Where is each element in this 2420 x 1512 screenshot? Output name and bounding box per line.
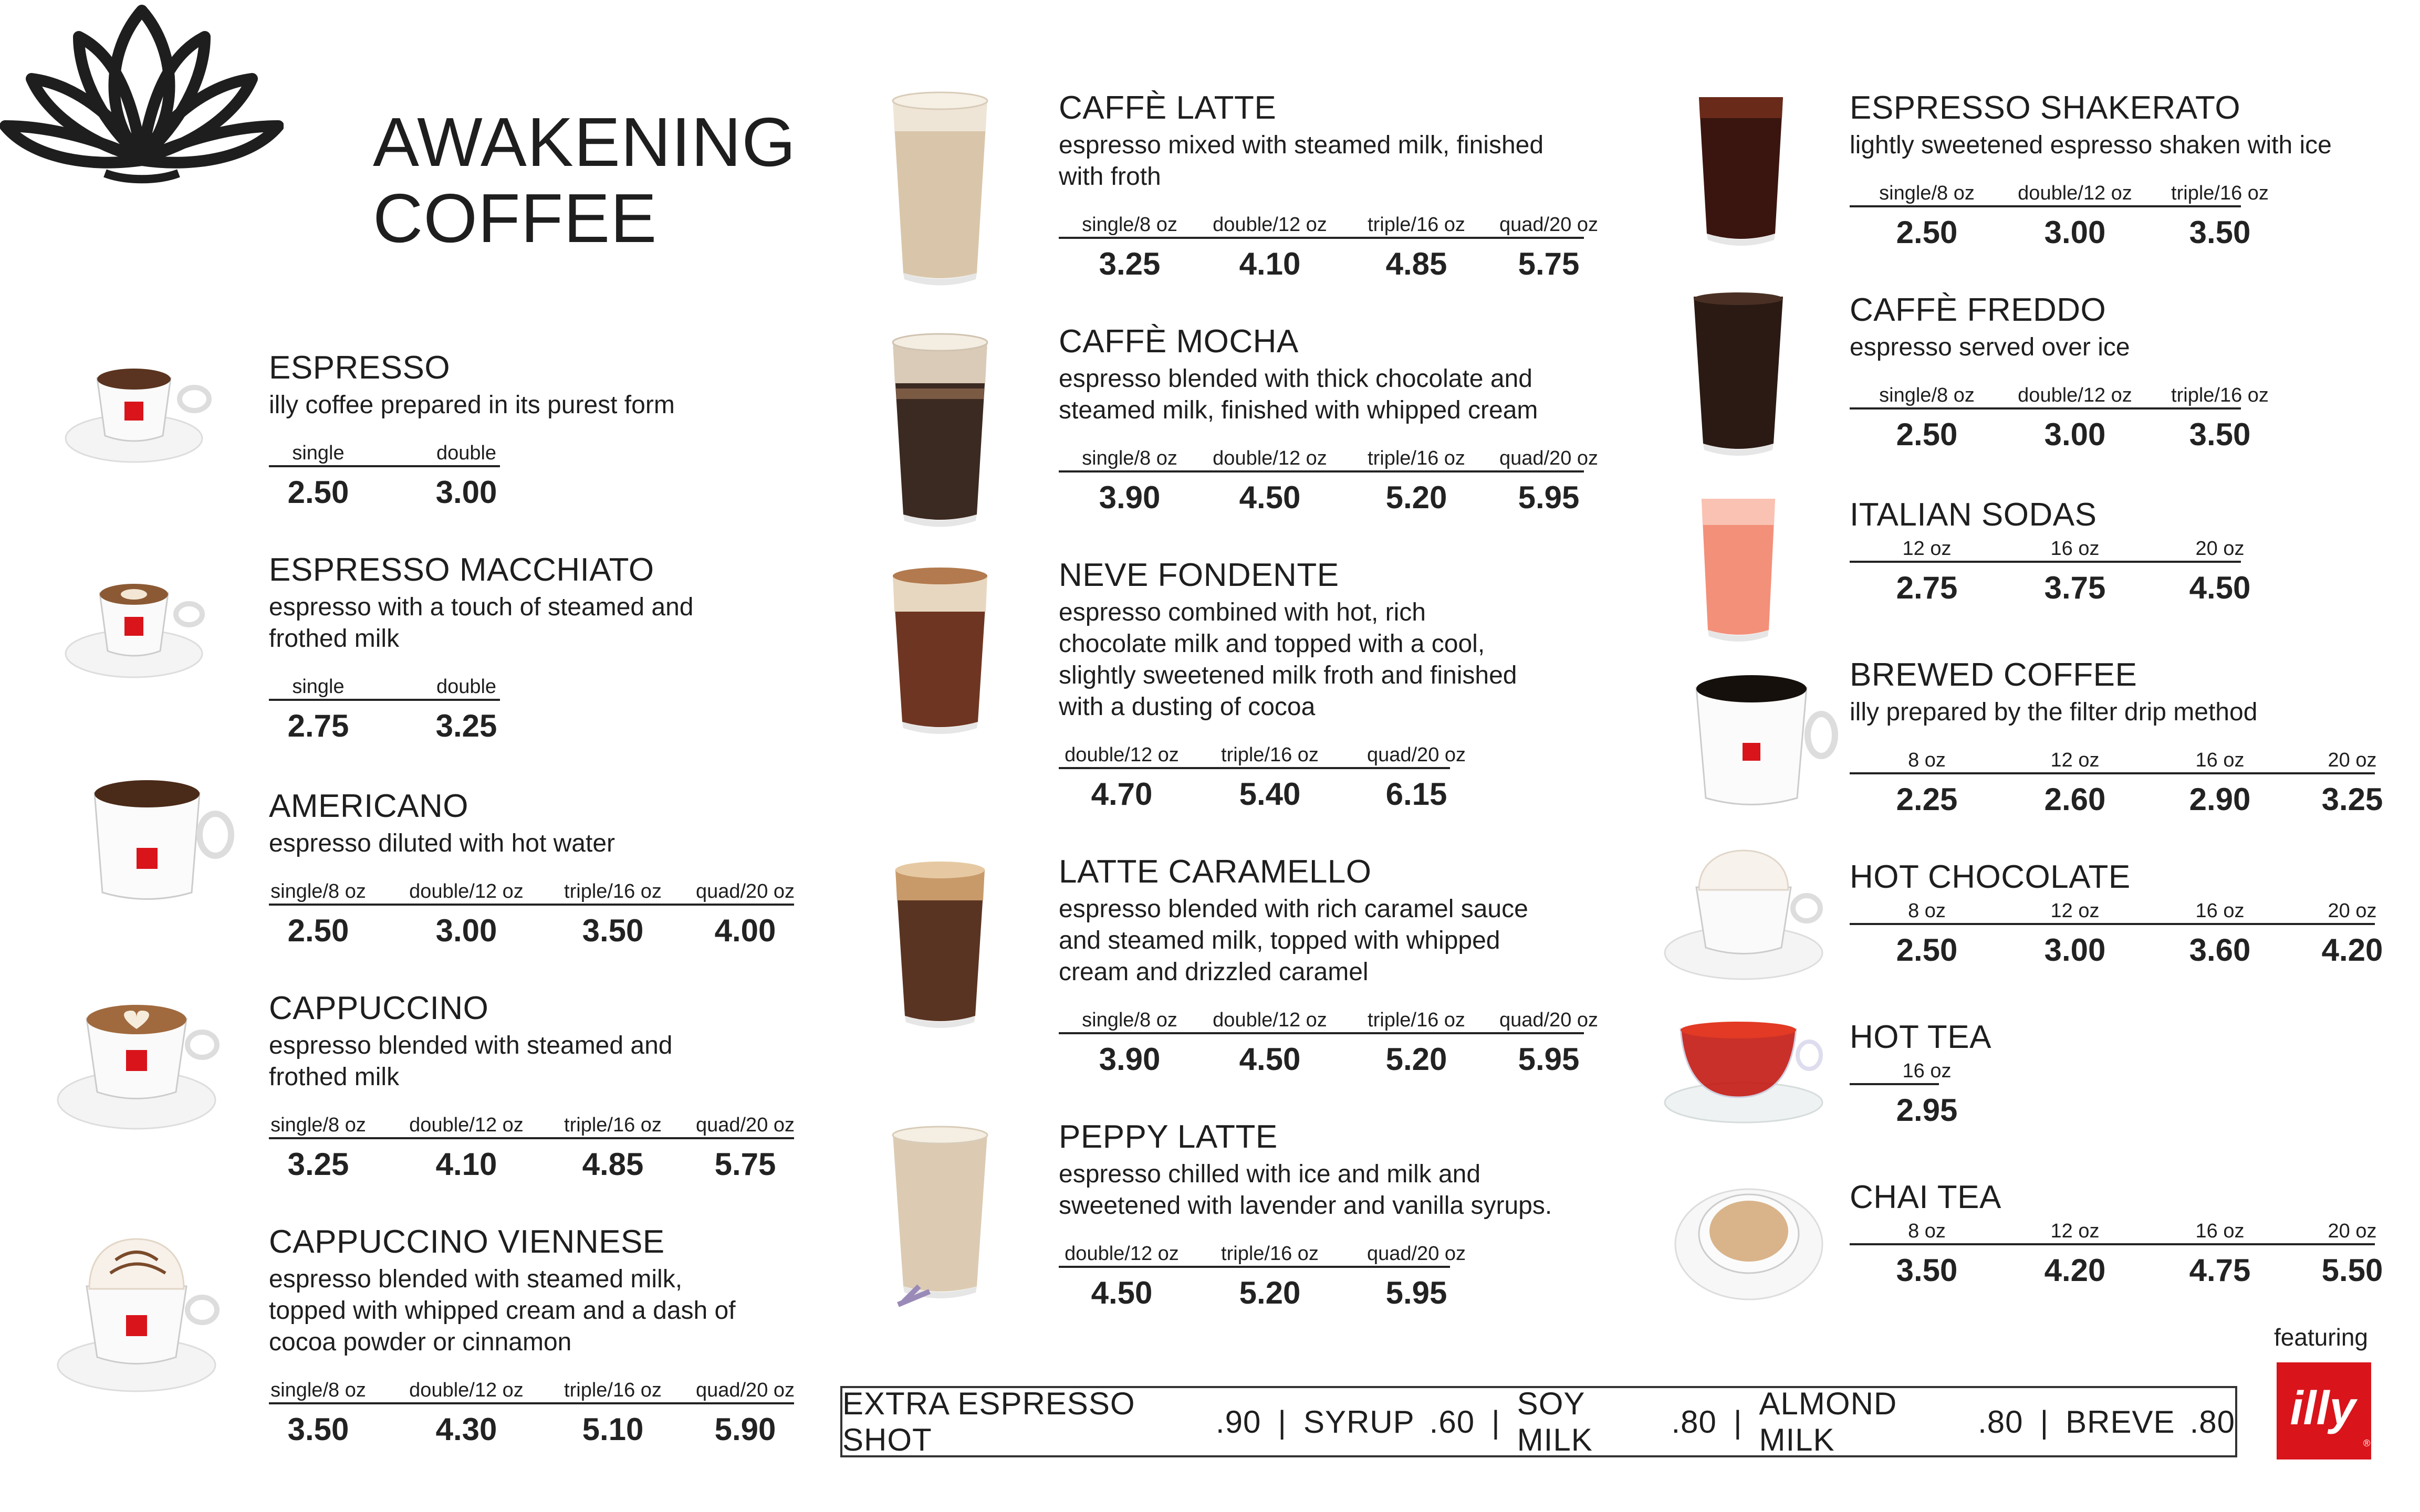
size-label: 12 oz [2050,900,2100,922]
price-value: 5.40 [1239,776,1301,812]
item-description [269,828,615,859]
price-value: 3.25 [1099,246,1161,281]
description-line: cream and drizzled caramel [1059,958,1369,986]
description-line: frothed milk [269,625,400,653]
description-line: cocoa powder or cinnamon [269,1328,572,1356]
menu-item-latte-caramello [1059,854,1599,1077]
menu-item-caffe-mocha [1059,323,1599,515]
size-label: quad/20 oz [1499,447,1599,469]
price-table [269,442,675,510]
extra-price: .80 [1978,1404,2023,1440]
description-line: frothed milk [269,1063,400,1091]
price-table [1850,1060,1991,1128]
description-line: espresso blended with thick chocolate and [1059,365,1532,393]
size-label: single [292,676,345,698]
item-name: AMERICANO [269,788,468,824]
price-value: 4.50 [1239,1042,1301,1077]
price-value: 4.50 [1239,480,1301,515]
extra-name: SOY MILK [1517,1386,1593,1457]
size-label: triple/16 oz [1368,447,1465,469]
size-label: triple/16 oz [1221,744,1319,766]
description-line: espresso blended with steamed and [269,1032,673,1059]
extras-separator: | [1491,1404,1500,1440]
menu-item-espresso-macchiato [269,552,694,743]
size-label: 16 oz [2195,900,2245,922]
brand-title-line1: AWAKENING [373,103,796,181]
size-label: triple/16 oz [2171,182,2269,204]
item-description [1850,332,2130,363]
price-value: 5.20 [1239,1275,1301,1310]
price-rule [1059,1266,1450,1268]
size-label: double/12 oz [409,1114,524,1136]
price-value: 4.30 [435,1412,497,1447]
price-value: 3.00 [2044,417,2106,452]
size-label: 16 oz [2195,749,2245,771]
price-value: 2.60 [2044,782,2106,817]
price-value: 4.70 [1091,776,1153,812]
description-line: illy prepared by the filter drip method [1850,698,2258,726]
size-label: single/8 oz [1879,384,1975,406]
price-value: 3.00 [435,913,497,948]
price-value: 5.95 [1518,1042,1580,1077]
size-label: double [436,676,497,698]
description-line: espresso mixed with steamed milk, finished [1059,131,1544,159]
description-line: topped with whipped cream and a dash of [269,1297,736,1325]
item-name: ESPRESSO SHAKERATO [1850,90,2241,126]
description-line: espresso blended with steamed milk, [269,1265,683,1293]
price-rule [1850,561,2241,563]
price-rule [269,465,500,467]
size-label: single [292,442,345,464]
menu-item-cappuccino-viennese [269,1224,795,1447]
size-label: double/12 oz [1213,447,1327,469]
size-label: 12 oz [1902,538,1952,560]
price-value: 2.75 [287,708,349,743]
description-line: sweetened with lavender and vanilla syrups. [1059,1192,1552,1220]
extra-price: .90 [1215,1404,1261,1440]
price-value: 2.25 [1896,782,1958,817]
brand-title-line2: COFFEE [373,180,658,257]
price-value: 3.50 [287,1412,349,1447]
extras-separator: | [2040,1404,2049,1440]
extra-name: SYRUP [1303,1404,1415,1440]
description-line: espresso blended with rich caramel sauce [1059,895,1528,923]
viennese-cup-icon [53,1223,221,1396]
featuring-label: featuring [2274,1324,2369,1351]
price-value: 5.90 [714,1412,776,1447]
size-label: single/8 oz [270,1379,366,1401]
item-name: CHAI TEA [1850,1179,2001,1215]
price-table [1850,384,2269,452]
size-label: triple/16 oz [1368,214,1465,236]
size-label: double [436,442,497,464]
description-line: and steamed milk, topped with whipped [1059,927,1500,954]
price-value: 4.00 [714,913,776,948]
extras-bar [840,1386,2237,1457]
price-table [1059,214,1599,281]
size-label: 16 oz [2050,538,2100,560]
price-value: 3.00 [435,475,497,510]
price-value: 2.95 [1896,1093,1958,1128]
price-rule [1850,407,2241,410]
price-table [269,880,795,948]
item-description [1059,130,1543,193]
size-label: double/12 oz [409,880,524,902]
price-value: 6.15 [1385,776,1447,812]
price-value: 3.50 [2189,215,2251,250]
size-label: double/12 oz [2018,384,2132,406]
price-rule [1850,1083,1939,1085]
description-line: with froth [1059,163,1161,191]
price-table [269,1379,795,1447]
item-description [1850,697,2257,728]
description-line: espresso with a touch of steamed and [269,593,694,621]
size-label: 8 oz [1908,900,1946,922]
size-label: quad/20 oz [1367,744,1466,766]
price-value: 5.95 [1385,1275,1447,1310]
price-rule [269,1137,794,1139]
menu-item-peppy-latte [1059,1119,1552,1310]
espresso-cup-icon [60,341,213,467]
description-line: espresso chilled with ice and milk and [1059,1160,1481,1188]
size-label: quad/20 oz [695,880,795,902]
price-rule [1059,470,1584,472]
size-label: 8 oz [1908,749,1946,771]
description-line: illy coffee prepared in its purest form [269,391,675,419]
size-label: 20 oz [2195,538,2245,560]
caramello-glass-icon [890,858,990,1032]
item-name: NEVE FONDENTE [1059,557,1339,593]
price-rule [269,1402,794,1404]
price-value: 2.50 [1896,932,1958,968]
price-value: 4.85 [582,1147,644,1182]
size-label: 16 oz [1902,1060,1952,1082]
price-value: 5.95 [1518,480,1580,515]
price-table [1850,900,2383,968]
menu-item-chai-tea [1850,1179,2383,1288]
item-description [269,1264,736,1358]
hot-chocolate-cup-icon [1660,845,1828,982]
price-value: 3.75 [2044,570,2106,605]
neve-fondente-glass-icon [888,564,993,738]
price-value: 2.50 [1896,215,1958,250]
price-rule [1850,923,2375,925]
menu-item-espresso-shakerato [1850,90,2332,250]
price-value: 4.50 [1091,1275,1153,1310]
price-table [1059,1009,1599,1077]
size-label: double/12 oz [1213,1009,1327,1031]
item-description [269,592,693,655]
price-value: 4.50 [2189,570,2251,605]
price-table [269,676,693,743]
item-name: CAFFÈ MOCHA [1059,323,1299,360]
price-rule [269,904,794,906]
price-value: 3.60 [2189,932,2251,968]
item-description [269,1030,673,1093]
price-value: 5.20 [1385,480,1447,515]
svg-text:®: ® [2363,1438,2371,1448]
price-value: 2.75 [1896,570,1958,605]
size-label: single/8 oz [1879,182,1975,204]
description-line: chocolate milk and topped with a cool, [1059,630,1485,658]
price-table [1850,538,2251,605]
lotus-logo-icon [0,0,284,184]
price-table [1850,182,2332,250]
price-rule [1850,1243,2375,1245]
menu-item-hot-chocolate [1850,859,2383,968]
extra-name: BREVE [2066,1404,2175,1440]
item-name: ESPRESSO MACCHIATO [269,552,654,588]
menu-item-brewed-coffee [1850,657,2383,817]
size-label: single/8 oz [1082,214,1177,236]
item-name: ITALIAN SODAS [1850,497,2097,533]
menu-item-italian-sodas [1850,497,2251,605]
price-value: 4.20 [2321,932,2383,968]
size-label: quad/20 oz [1499,214,1599,236]
item-name: ESPRESSO [269,350,451,386]
price-table [1850,749,2383,817]
price-value: 3.00 [2044,215,2106,250]
item-name: CAPPUCCINO VIENNESE [269,1224,665,1260]
description-line: steamed milk, finished with whipped cream [1059,396,1538,424]
item-description [1059,1159,1552,1222]
italian-soda-glass-icon [1696,494,1780,646]
item-name: HOT TEA [1850,1019,1991,1055]
price-value: 3.90 [1099,1042,1161,1077]
description-line: espresso served over ice [1850,333,2130,361]
price-table [1059,447,1599,515]
size-label: 20 oz [2328,900,2377,922]
size-label: 16 oz [2195,1220,2245,1242]
chai-tea-cup-icon [1670,1171,1828,1302]
size-label: triple/16 oz [564,1114,662,1136]
price-value: 2.90 [2189,782,2251,817]
item-description [1850,130,2332,161]
extra-name: ALMOND MILK [1759,1386,1897,1457]
price-value: 5.10 [582,1412,644,1447]
price-table [1059,744,1517,812]
price-rule [1059,237,1584,239]
cappuccino-cup-icon [53,987,221,1134]
size-label: double/12 oz [1213,214,1327,236]
size-label: quad/20 oz [695,1379,795,1401]
size-label: double/12 oz [1065,1243,1179,1265]
item-name: HOT CHOCOLATE [1850,859,2131,895]
extras-separator: | [1278,1404,1287,1440]
extras-separator: | [1733,1404,1743,1440]
menu-item-hot-tea [1850,1019,1991,1128]
price-value: 5.75 [1518,246,1580,281]
size-label: quad/20 oz [695,1114,795,1136]
price-value: 2.50 [1896,417,1958,452]
price-value: 3.50 [2189,417,2251,452]
price-value: 2.50 [287,475,349,510]
size-label: triple/16 oz [564,880,662,902]
extra-price: .80 [1671,1404,1717,1440]
price-value: 3.90 [1099,480,1161,515]
size-label: 20 oz [2328,749,2377,771]
price-rule [1059,1032,1584,1034]
description-line: with a dusting of cocoa [1059,693,1316,721]
price-rule [1850,772,2375,774]
price-value: 4.75 [2189,1253,2251,1288]
item-description [1059,363,1538,426]
menu-item-cappuccino [269,990,795,1182]
peppy-latte-glass-icon [888,1124,993,1312]
item-name: LATTE CARAMELLO [1059,854,1372,890]
latte-glass-icon [888,89,993,289]
size-label: double/12 oz [409,1379,524,1401]
americano-cup-icon [79,772,236,908]
item-name: CAPPUCCINO [269,990,489,1026]
menu-item-caffe-freddo [1850,292,2269,452]
item-name: PEPPY LATTE [1059,1119,1278,1155]
item-name: CAFFÈ FREDDO [1850,292,2106,328]
price-value: 4.10 [435,1147,497,1182]
price-value: 3.50 [1896,1253,1958,1288]
extra-price: .80 [2189,1404,2235,1440]
item-description [1059,894,1528,988]
price-rule [269,699,500,701]
brewed-coffee-cup-icon [1686,672,1838,814]
price-rule [1059,767,1450,769]
description-line: slightly sweetened milk froth and finished [1059,662,1517,689]
price-value: 4.20 [2044,1253,2106,1288]
item-name: BREWED COFFEE [1850,657,2137,693]
menu-item-neve-fondente [1059,557,1517,812]
price-value: 2.50 [287,913,349,948]
item-description [1059,597,1517,723]
size-label: triple/16 oz [2171,384,2269,406]
illy-logo-icon [2277,1362,2371,1460]
menu-item-caffe-latte [1059,90,1599,281]
price-value: 5.75 [714,1147,776,1182]
size-label: quad/20 oz [1367,1243,1466,1265]
description-line: espresso combined with hot, rich [1059,598,1426,626]
price-table [269,1114,795,1182]
size-label: triple/16 oz [1221,1243,1319,1265]
price-value: 3.50 [582,913,644,948]
hot-tea-cup-icon [1660,1018,1828,1129]
size-label: 20 oz [2328,1220,2377,1242]
price-value: 3.25 [287,1147,349,1182]
price-value: 4.85 [1385,246,1447,281]
mocha-glass-icon [888,331,993,530]
menu-item-americano [269,788,795,948]
svg-text:illy: illy [2290,1382,2356,1435]
description-line: lightly sweetened espresso shaken with ice [1850,131,2332,159]
size-label: single/8 oz [270,880,366,902]
menu-item-espresso [269,350,675,510]
size-label: 8 oz [1908,1220,1946,1242]
item-description [269,390,675,421]
size-label: triple/16 oz [564,1379,662,1401]
size-label: double/12 oz [1065,744,1179,766]
price-rule [1850,205,2241,207]
item-name: CAFFÈ LATTE [1059,90,1277,126]
price-value: 5.50 [2321,1253,2383,1288]
extra-name: EXTRA ESPRESSO SHOT [842,1386,1135,1457]
size-label: triple/16 oz [1368,1009,1465,1031]
freddo-glass-icon [1688,291,1788,459]
price-value: 3.25 [2321,782,2383,817]
macchiato-cup-icon [60,556,213,682]
price-value: 4.10 [1239,246,1301,281]
price-table [1850,1220,2383,1288]
price-value: 3.25 [435,708,497,743]
size-label: single/8 oz [1082,447,1177,469]
size-label: double/12 oz [2018,182,2132,204]
price-value: 3.00 [2044,932,2106,968]
size-label: 12 oz [2050,1220,2100,1242]
price-table [1059,1243,1552,1310]
size-label: single/8 oz [1082,1009,1177,1031]
extra-price: .60 [1429,1404,1475,1440]
size-label: single/8 oz [270,1114,366,1136]
description-line: espresso diluted with hot water [269,830,616,857]
size-label: 12 oz [2050,749,2100,771]
size-label: quad/20 oz [1499,1009,1599,1031]
shakerato-glass-icon [1694,92,1788,249]
price-value: 5.20 [1385,1042,1447,1077]
